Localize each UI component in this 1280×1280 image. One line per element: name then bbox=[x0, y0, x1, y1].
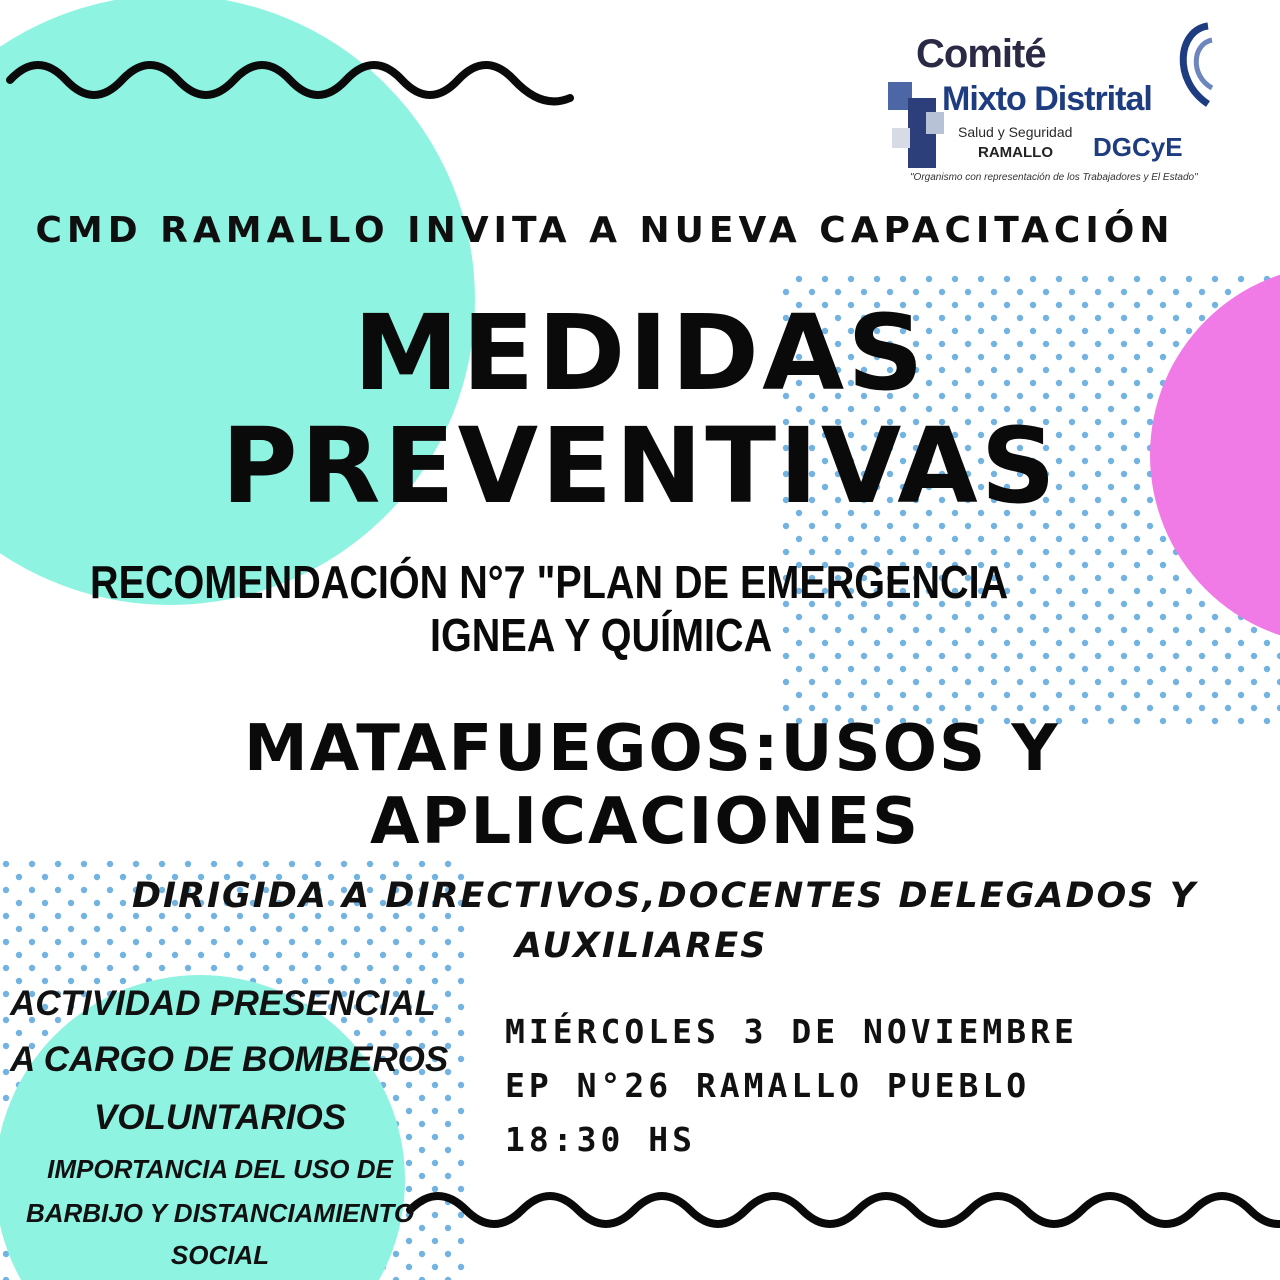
activity-line-1: ACTIVIDAD PRESENCIAL bbox=[10, 984, 436, 1023]
headline-line-2: PREVENTIVAS bbox=[221, 405, 1059, 527]
recommendation-line-1: RECOMENDACIÓN N°7 "PLAN DE EMERGENCIA bbox=[90, 556, 1009, 608]
activity-note-1: IMPORTANCIA DEL USO DE bbox=[47, 1154, 393, 1184]
activity-line-2: A CARGO DE BOMBEROS bbox=[10, 1040, 449, 1079]
logo-text-mixto-distrital: Mixto Distrital bbox=[942, 80, 1152, 118]
logo-text-salud: Salud y Seguridad bbox=[958, 124, 1073, 140]
activity-note-2: BARBIJO Y DISTANCIAMIENTO bbox=[25, 1198, 415, 1228]
activity-line-3: VOLUNTARIOS bbox=[93, 1098, 347, 1137]
wavy-line-bottom bbox=[410, 1196, 1280, 1224]
logo-text-comite: Comité bbox=[916, 32, 1046, 76]
audience-line-2: AUXILIARES bbox=[515, 926, 768, 966]
topic-line-1: MATAFUEGOS:USOS Y bbox=[244, 712, 1060, 786]
event-date: MIÉRCOLES 3 DE NOVIEMBRE bbox=[505, 1012, 1078, 1051]
recommendation-line-2: IGNEA Y QUÍMICA bbox=[430, 609, 773, 661]
audience-line-1: DIRIGIDA A DIRECTIVOS,DOCENTES DELEGADOS Y bbox=[132, 876, 1198, 916]
logo-text-ramallo: RAMALLO bbox=[978, 144, 1053, 161]
comite-logo bbox=[880, 20, 1220, 190]
activity-note-3: SOCIAL bbox=[170, 1240, 270, 1270]
event-place: EP N°26 RAMALLO PUEBLO bbox=[505, 1066, 1031, 1105]
logo-text-dgcye: DGCyE bbox=[1093, 132, 1183, 162]
headline-line-1: MEDIDAS bbox=[353, 292, 927, 414]
topic-line-2: APLICACIONES bbox=[370, 785, 921, 859]
event-time: 18:30 HS bbox=[505, 1120, 696, 1159]
logo-arc-icon bbox=[1168, 20, 1218, 110]
logo-tagline: "Organismo con representación de los Trabajadores y El Estado" bbox=[910, 172, 1198, 183]
logo-square-4 bbox=[892, 128, 910, 148]
invite-heading: CMD RAMALLO INVITA A NUEVA CAPACITACIÓN bbox=[35, 210, 1175, 251]
